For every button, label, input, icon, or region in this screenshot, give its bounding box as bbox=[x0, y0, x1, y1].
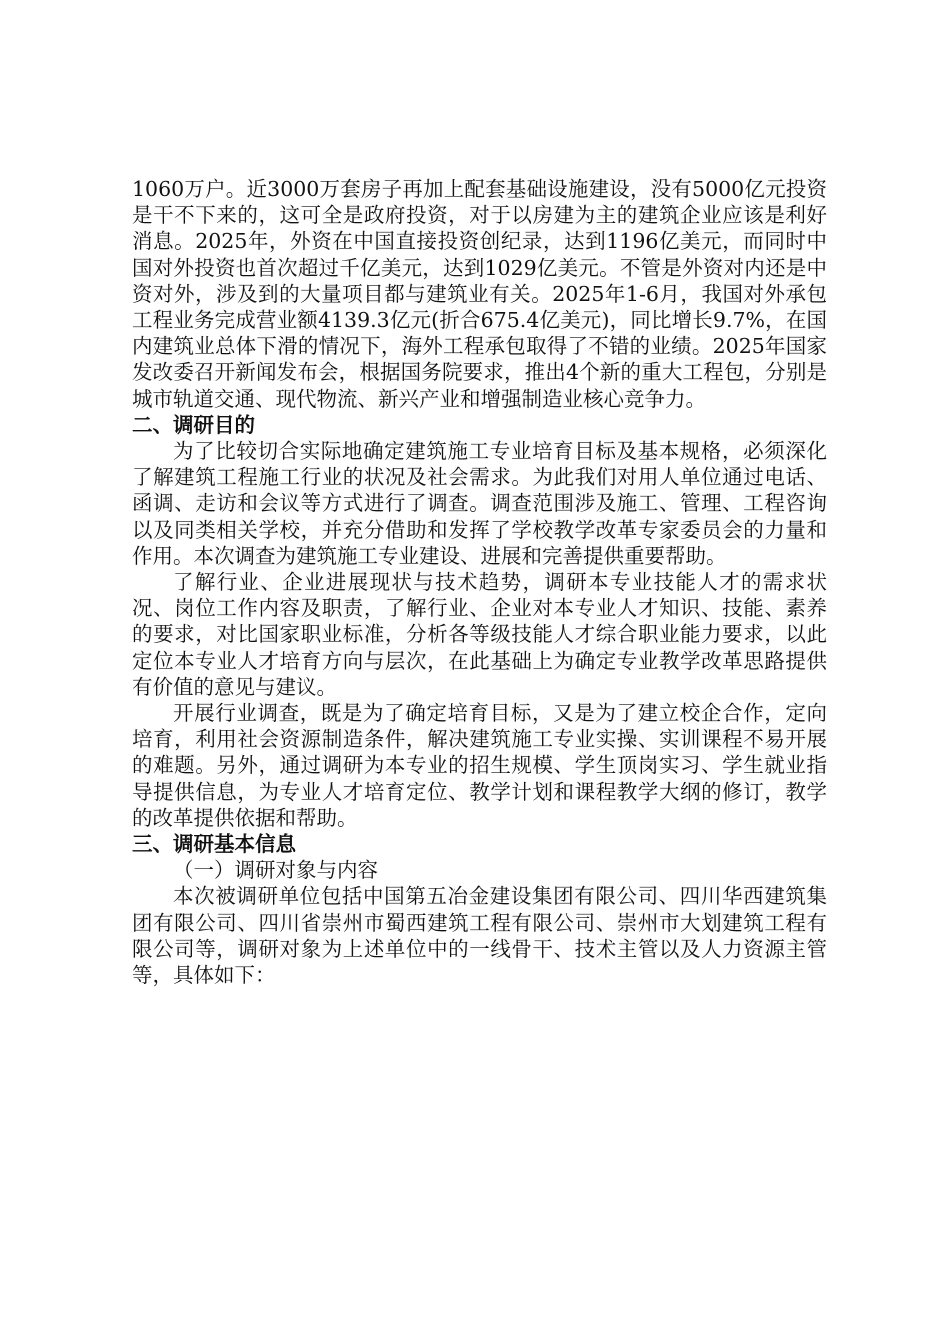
section-heading-purpose: 二、调研目的 bbox=[132, 412, 255, 437]
purpose-paragraph-3: 开展行业调查，既是为了确定培育目标，又是为了建立校企合作，定向培育，利用社会资源制造条件，解决建筑施工专业实操、实训课程不易开展的难题。另外，通过调研为本专业的招生规模、学生顶岗实习、学生就业指导提供信息，为专业人才培育定位、教学计划和课程教学大纲的修订，教学的改革提供依据和帮助。 bbox=[132, 701, 827, 830]
objects-paragraph: 本次被调研单位包括中国第五冶金建设集团有限公司、四川华西建筑集团有限公司、四川省崇州市蜀西建筑工程有限公司、崇州市大划建筑工程有限公司等，调研对象为上述单位中的一线骨干、技术主管以及人力资源主管等，具体如下： bbox=[132, 884, 827, 988]
document-page bbox=[132, 176, 827, 988]
purpose-paragraph-2: 了解行业、企业进展现状与技术趋势，调研本专业技能人才的需求状况、岗位工作内容及职责，了解行业、企业对本专业人才知识、技能、素养的要求，对比国家职业标准，分析各等级技能人才综合职业能力要求，以此定位本专业人才培育方向与层次，在此基础上为确定专业教学改革思路提供有价值的意见与建议。 bbox=[132, 570, 827, 699]
subsection-heading-objects: （一）调研对象与内容 bbox=[173, 858, 378, 883]
intro-paragraph: 1060万户。近3000万套房子再加上配套基础设施建设，没有5000亿元投资是干不下来的，这可全是政府投资，对于以房建为主的建筑企业应该是利好消息。2025年，外资在中国直接投资创纪录，达到1196亿美元，而同时中国对外投资也首次超过千亿美元，达到1029亿美元。不管是外资对内还是中资对外，涉及到的大量项目都与建筑业有关。2025年1-6月，我国对外承包工程业务完成营业额4139.3亿元(折合675.4亿美元)，同比增长9.7%，在国内建筑业总体下滑的情况下，海外工程承包取得了不错的业绩。2025年国家发改委召开新闻发布会，根据国务院要求，推出4个新的重大工程包，分别是城市轨道交通、现代物流、新兴产业和增强制造业核心竞争力。 bbox=[132, 177, 827, 411]
section-heading-basic-info: 三、调研基本信息 bbox=[132, 832, 296, 857]
purpose-paragraph-1: 为了比较切合实际地确定建筑施工专业培育目标及基本规格，必须深化了解建筑工程施工行业的状况及社会需求。为此我们对用人单位通过电话、函调、走访和会议等方式进行了调查。调查范围涉及施工、管理、工程咨询以及同类相关学校，并充分借助和发挥了学校教学改革专家委员会的力量和作用。本次调查为建筑施工专业建设、进展和完善提供重要帮助。 bbox=[132, 439, 827, 568]
